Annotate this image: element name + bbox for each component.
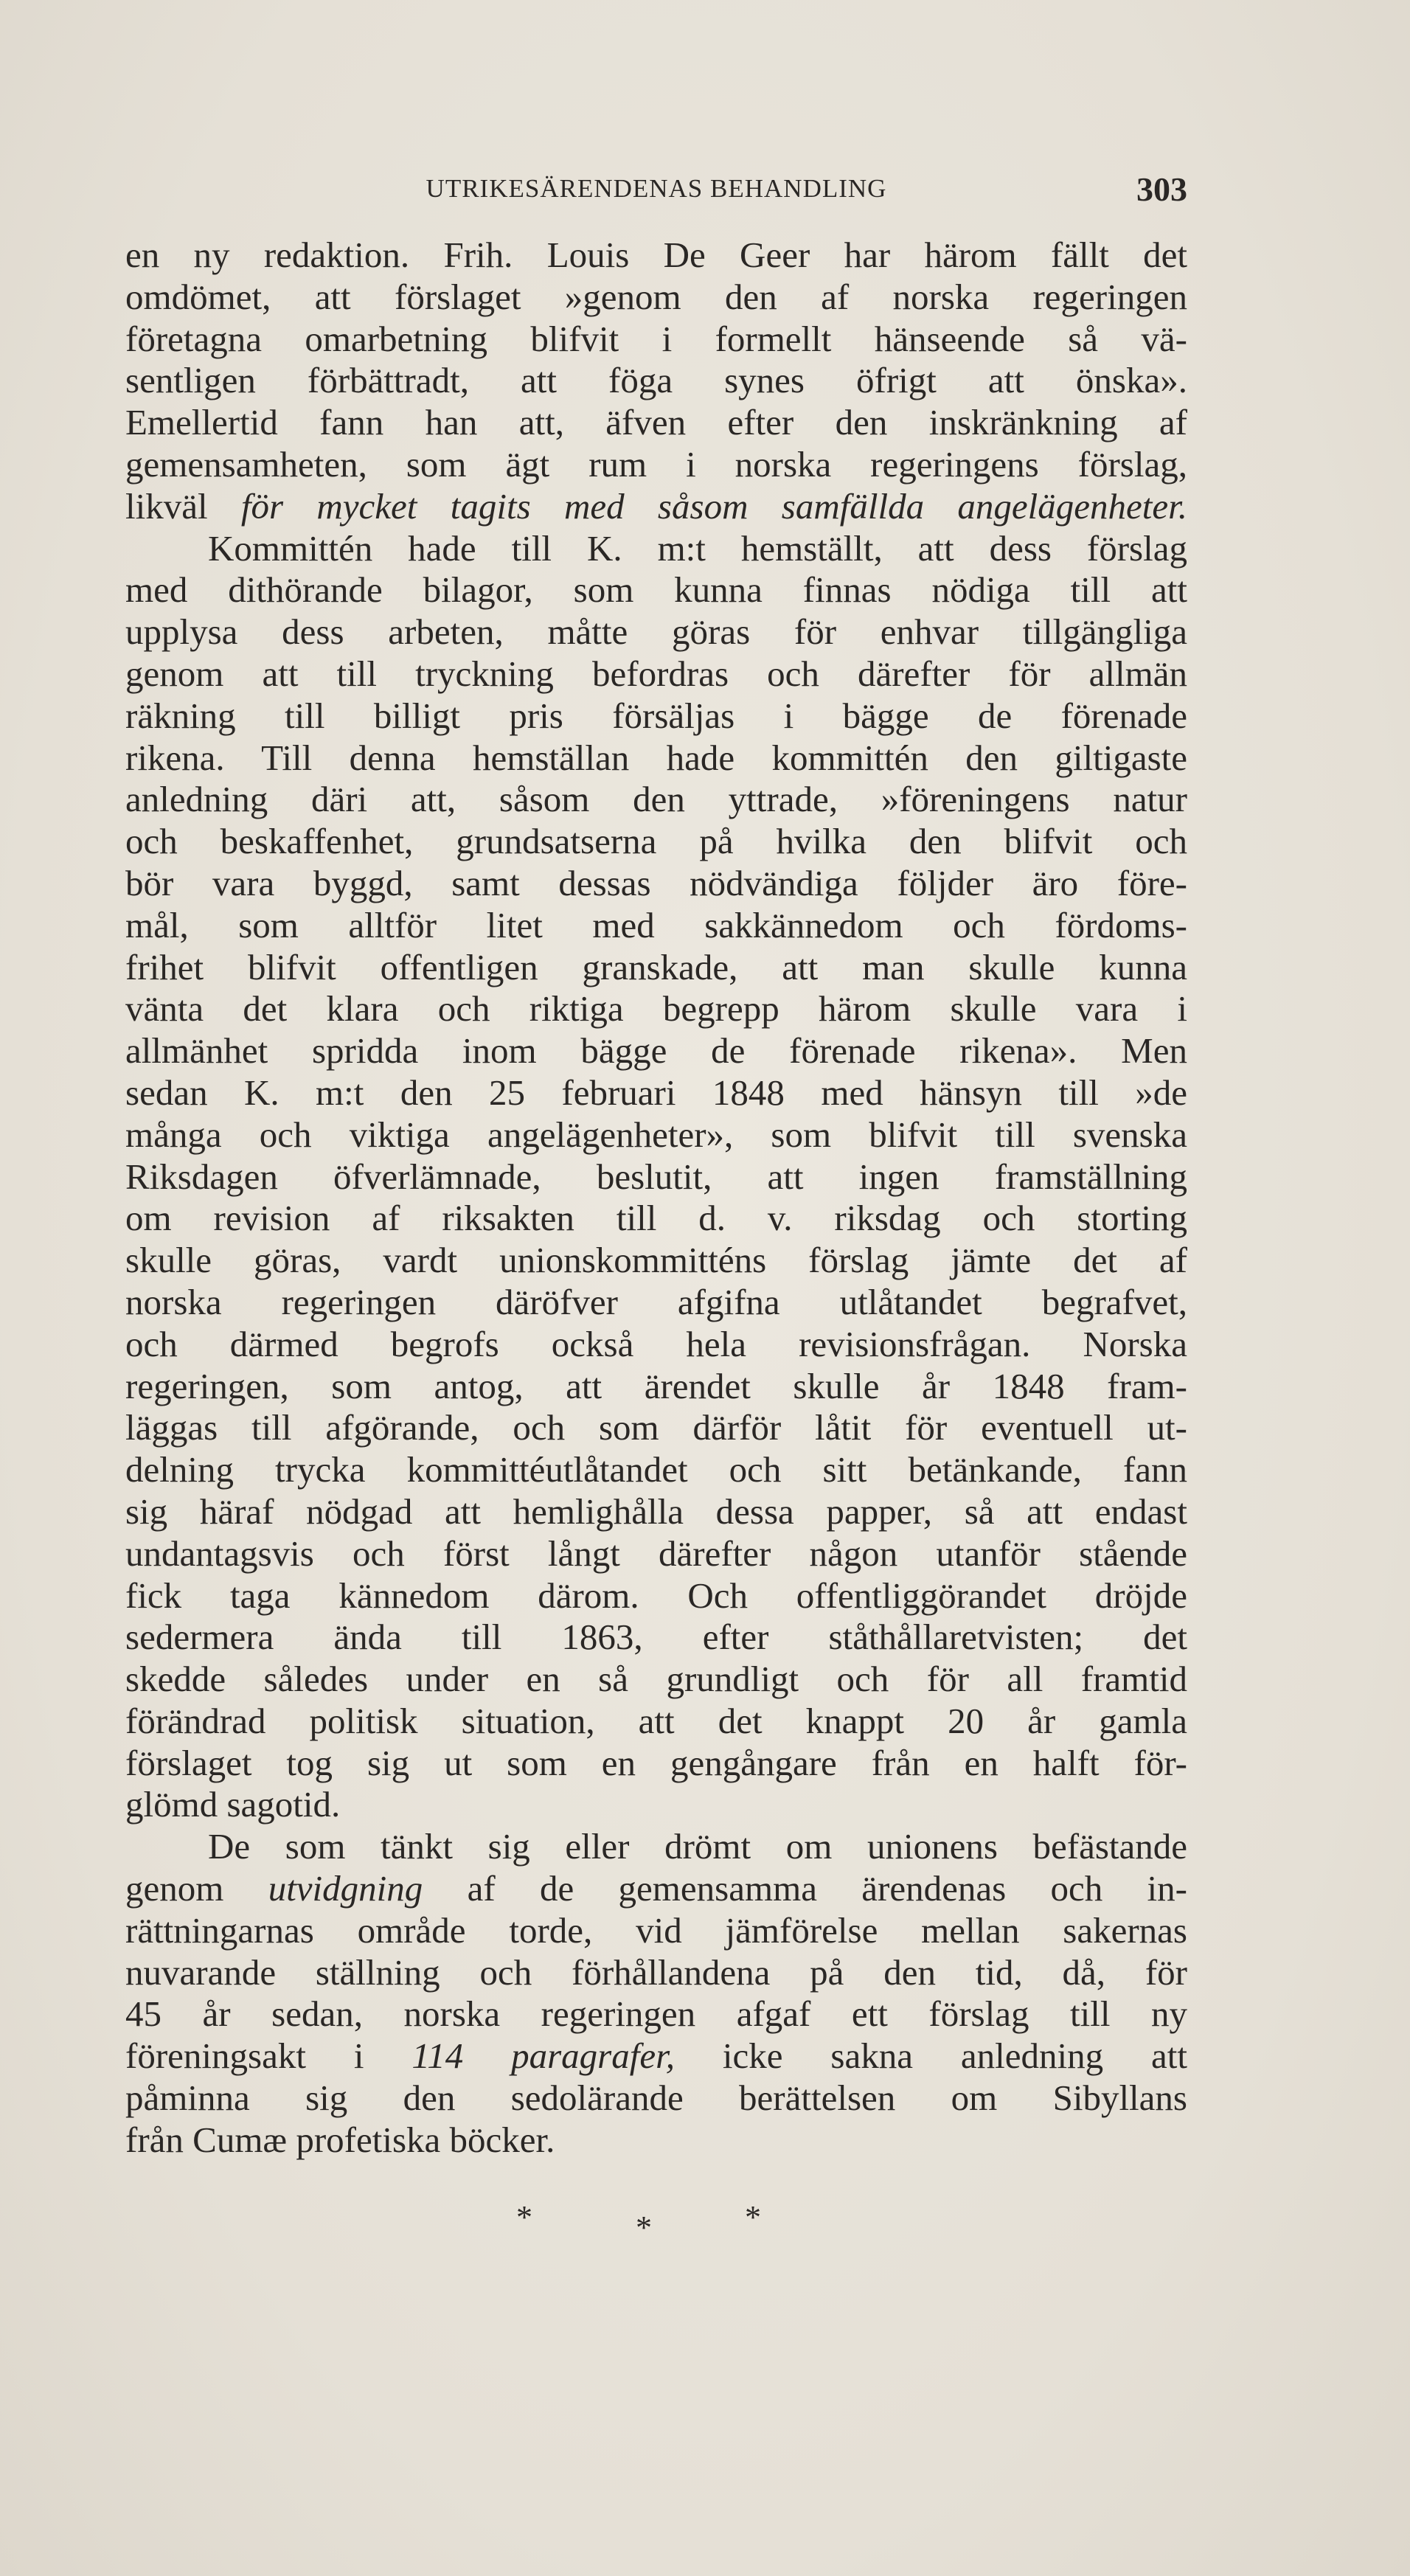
text-span: icke sakna anledning att [675, 2035, 1187, 2077]
text-line: gemensamheten, som ägt rum i norska regeringens förslag, [125, 443, 1187, 485]
text-span: föreningsakt i [125, 2035, 412, 2077]
text-line [125, 1868, 1187, 1910]
page-number: 303 [1136, 170, 1187, 208]
text-line: skedde således under en så grundligt och för all framtid [125, 1659, 1187, 1700]
text-line: sig häraf nödgad att hemlighålla dessa papper, så att endast [125, 1490, 1187, 1532]
text-line: glömd sagotid. [125, 1784, 341, 1825]
text-line: regeringen, som antog, att ärendet skulle år 1848 fram- [125, 1365, 1187, 1406]
asterisk: * [516, 2199, 532, 2235]
text-line [125, 2035, 1187, 2077]
text-line: fick taga kännedom därom. Och offentliggörandet dröjde [125, 1575, 1187, 1616]
text-span: likväl [125, 485, 241, 527]
text-line: 45 år sedan, norska regeringen afgaf ett förslag till ny [125, 1993, 1187, 2035]
text-line: delning trycka kommittéutlåtandet och sitt betänkande, fann [125, 1449, 1187, 1490]
text-line: Riksdagen öfverlämnade, beslutit, att ingen framställning [125, 1156, 1187, 1197]
text-line: undantagsvis och först långt därefter någon utanför stående [125, 1532, 1187, 1574]
text-line: Kommittén hade till K. m:t hemställt, att dess förslag [208, 527, 1187, 569]
text-line: rikena. Till denna hemställan hade kommittén den giltigaste [125, 737, 1187, 778]
text-line: en ny redaktion. Frih. Louis De Geer har härom fällt det [125, 235, 1187, 275]
text-line: med dithörande bilagor, som kunna finnas nödiga till att [125, 569, 1187, 611]
text-line: upplysa dess arbeten, måtte göras för enhvar tillgängliga [125, 611, 1187, 653]
text-line: läggas till afgörande, och som därför låtit för eventuell ut- [125, 1407, 1187, 1448]
text-span: genom [125, 1868, 268, 1909]
text-line: och därmed begrofs också hela revisionsfrågan. Norska [125, 1323, 1187, 1364]
text-line [125, 486, 1187, 528]
text-line: räkning till billigt pris försäljas i bägge de förenade [125, 695, 1187, 736]
running-title: UTRIKESÄRENDENAS BEHANDLING [426, 174, 887, 203]
text-line: rättningarnas område torde, vid jämförelse mellan sakernas [125, 1909, 1187, 1951]
text-line: om revision af riksakten till d. v. riksdag och storting [125, 1198, 1187, 1239]
body-text [125, 235, 1187, 2162]
asterisk: * [745, 2199, 761, 2235]
text-line: sedan K. m:t den 25 februari 1848 med hänsyn till »de [125, 1072, 1187, 1113]
text-line: vänta det klara och riktiga begrepp härom skulle vara i [125, 988, 1187, 1030]
text-line: mål, som alltför litet med sakkännedom och fördoms- [125, 904, 1187, 945]
text-line: och beskaffenhet, grundsatserna på hvilka den blifvit och [125, 821, 1187, 862]
running-header [125, 170, 1187, 214]
text-line: skulle göras, vardt unionskommitténs förslag jämte det af [125, 1240, 1187, 1281]
italic-emphasis: 114 paragrafer, [411, 2035, 675, 2077]
text-line: påminna sig den sedolärande berättelsen om Sibyllans [125, 2077, 1187, 2119]
text-line: från Cumæ profetiska böcker. [125, 2119, 555, 2160]
text-line: De som tänkt sig eller drömt om unionens befästande [208, 1826, 1187, 1867]
italic-emphasis: utvidgning [268, 1868, 423, 1909]
text-line: sedermera ända till 1863, efter ståthållaretvisten; det [125, 1617, 1187, 1658]
text-line: sentligen förbättradt, att föga synes öfrigt att önska». [125, 360, 1187, 401]
text-line: företagna omarbetning blifvit i formellt hänseende så vä- [125, 318, 1187, 359]
text-line: nuvarande ställning och förhållandena på den tid, då, för [125, 1951, 1187, 1993]
text-line: omdömet, att förslaget »genom den af norska regeringen [125, 276, 1187, 317]
asterisk: * [636, 2209, 652, 2246]
text-line: norska regeringen däröfver afgifna utlåtandet begrafvet, [125, 1281, 1187, 1322]
italic-emphasis: för mycket tagits med såsom samfällda angelägenheter. [240, 485, 1188, 527]
text-line: genom att till tryckning befordras och därefter för allmän [125, 653, 1187, 694]
text-line: många och viktiga angelägenheter», som blifvit till svenska [125, 1114, 1187, 1155]
text-line: förändrad politisk situation, att det knappt 20 år gamla [125, 1700, 1187, 1741]
text-span: af de gemensamma ärendenas och in- [423, 1868, 1187, 1909]
text-line: förslaget tog sig ut som en gengångare från en halft för- [125, 1742, 1187, 1783]
text-line: frihet blifvit offentligen granskade, att man skulle kunna [125, 946, 1187, 987]
text-line: Emellertid fann han att, äfven efter den inskränkning af [125, 402, 1187, 443]
text-line: anledning däri att, såsom den yttrade, »föreningens natur [125, 779, 1187, 820]
text-line: bör vara byggd, samt dessas nödvändiga följder äro före- [125, 862, 1187, 903]
text-line: allmänhet spridda inom bägge de förenade rikena». Men [125, 1030, 1187, 1072]
